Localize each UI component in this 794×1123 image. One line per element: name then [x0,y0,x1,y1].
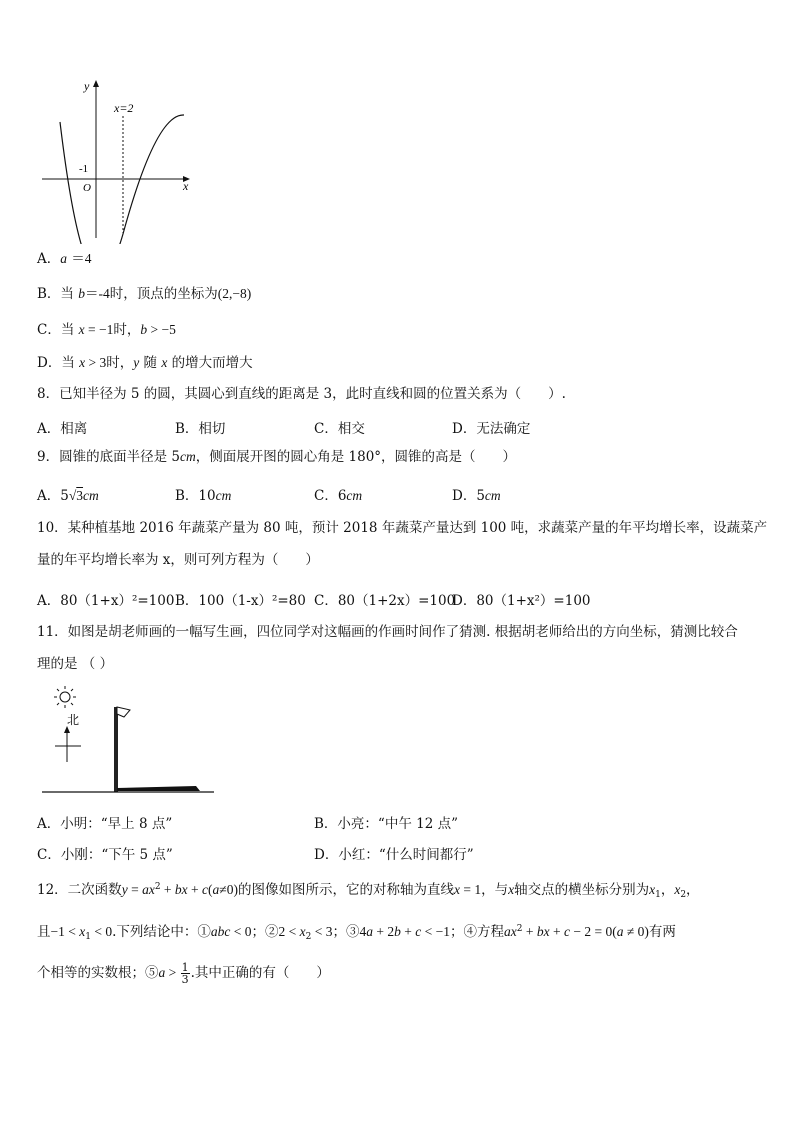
q8-option-a: A．相离 [37,421,88,437]
q9-option-a: A．5√3cm [37,488,99,504]
q10-option-a: A．80（1+x）²=100 [37,593,175,609]
q7-option-c: C．当 x = −1时，b > −5 [37,322,176,338]
q8-option-d: D．无法确定 [452,421,531,437]
q10-option-d: D．80（1+x²）=100 [452,593,591,609]
y-axis-label: y [84,79,90,93]
q7-option-b: B．当 b＝-4时，顶点的坐标为(2,−8) [37,286,252,302]
q7-option-a: A．a ＝4 [37,251,92,267]
compass-icon [55,730,81,762]
q8-stem: 8．已知半径为 5 的圆，其圆心到直线的距离是 3，此时直线和圆的位置关系为（ ）. [37,386,566,402]
pole-shadow [117,786,200,791]
q9-option-d: D．5cm [452,488,501,504]
q10-option-c: C．80（1+2x）=100 [314,593,456,609]
y-axis-arrow [93,80,99,87]
q11-option-a: A．小明：“早上 8 点” [37,816,173,832]
parabola-figure [36,74,198,244]
q12-line3: 个相等的实数根；⑤a > $\frac{1}{3}$ .其中正确的有（ ） [37,961,330,986]
q9-option-b: B．10cm [175,488,232,504]
q10-option-b: B．100（1-x）²=80 [175,593,306,609]
one-third-fraction: $\frac{1}{3}$ [181,961,189,986]
q11-stem-line2: 理的是 （ ） [37,656,114,672]
minus-one-label: -1 [79,163,89,175]
q9-stem: 9．圆锥的底面半径是 5cm，侧面展开图的圆心角是 180°，圆锥的高是（ ） [37,449,517,465]
q11-stem-line1: 11．如图是胡老师画的一幅写生画，四位同学对这幅画的作画时间作了猜测. 根据胡老师给出的方向坐标，猜测比较合 [37,624,738,640]
q7-option-d: D．当 x > 3时，y 随 x 的增大而增大 [37,355,253,371]
q11-option-b: B．小亮：“中午 12 点” [314,816,458,832]
flag [117,707,130,717]
q11-painting-figure [36,682,218,798]
flag-pole [114,707,118,792]
north-label: 北 [67,713,80,727]
q12-line1: 12．二次函数$y = ax^2$ + bx + c(a≠0)的图像如图所示，它的对称轴为直线x = 1，与x轴交点的横坐标分别为$x_1$，$x_2$， [37,882,700,900]
q8-option-c: C．相交 [314,421,365,437]
q10-stem-line2: 量的年平均增长率为 x，则可列方程为（ ） [37,552,319,568]
sun-icon [54,686,76,708]
symmetry-label: x=2 [114,101,134,115]
origin-label: O [83,182,91,194]
q12-line2: 且$-1 < x_1 < 0$.下列结论中：①abc < 0；②2 < $x_2 < 3$；③4a + 2b + c < −1；④方程$ax^2$ + bx + c − 2 = 0(a ≠ 0)有两 [37,924,676,942]
q8-option-b: B．相切 [175,421,226,437]
q10-stem-line1: 10．某种植基地 2016 年蔬菜产量为 80 吨，预计 2018 年蔬菜产量达到 100 吨，求蔬菜产量的年平均增长率，设蔬菜产 [37,520,768,536]
q11-option-c: C．小刚：“下午 5 点” [37,847,173,863]
q11-option-d: D．小红：“什么时间都行” [314,847,474,863]
x-axis-label: x [183,179,189,193]
q9-option-c: C．6cm [314,488,363,504]
compass-north-arrow [64,726,70,733]
